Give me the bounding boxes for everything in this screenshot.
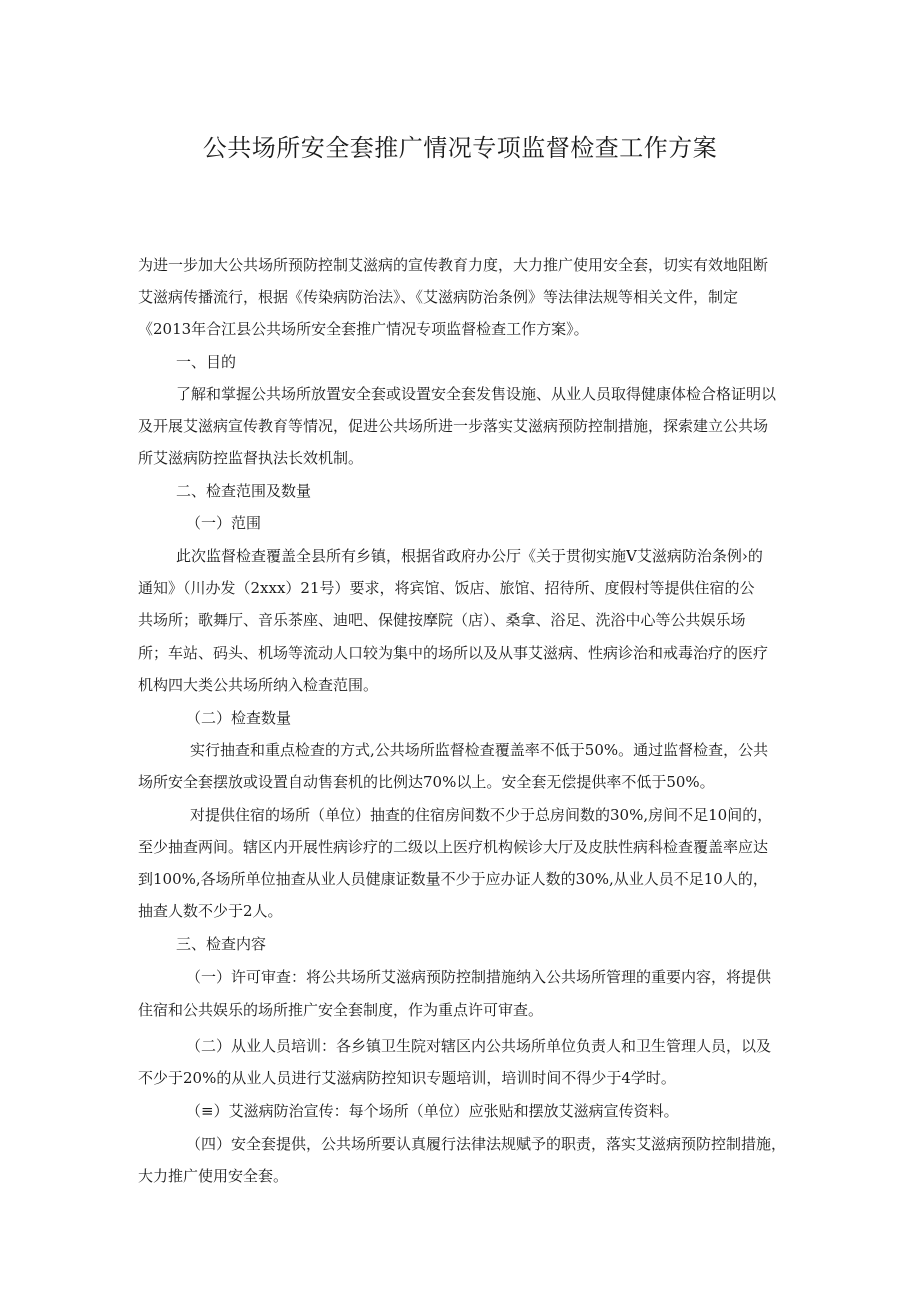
paragraph-line: 住宿和公共娱乐的场所推广安全套制度，作为重点许可审查。: [138, 1001, 544, 1019]
section-heading: 一、目的: [176, 353, 237, 371]
document-title: 公共场所安全套推广情况专项监督检查工作方案: [202, 134, 718, 162]
paragraph-line: 至少抽查两间。辖区内开展性病诊疗的二级以上医疗机构候诊大厅及皮肤性病科检查覆盖率应达: [138, 838, 769, 856]
paragraph-line: 不少于20%的从业人员进行艾滋病防控知识专题培训，培训时间不得少于4学时。: [138, 1069, 676, 1087]
paragraph-line: 对提供住宿的场所（单位）抽查的住宿房间数不少于总房间数的30%,房间不足10间的，: [190, 806, 773, 824]
paragraph-line: 机构四大类公共场所纳入检查范围。: [138, 676, 379, 694]
paragraph-line: 艾滋病传播流行，根据《传染病防治法》、《艾滋病防治条例》等法律法规等相关文件，制定: [138, 288, 739, 306]
section-heading: 三、检查内容: [176, 935, 267, 953]
paragraph-line: 此次监督检查覆盖全县所有乡镇，根据省政府办公厅《关于贯彻实施V艾滋病防治条例›的: [176, 547, 763, 565]
paragraph-line: 抽查人数不少于2人。: [138, 902, 283, 920]
paragraph-line: 大力推广使用安全套。: [138, 1167, 289, 1185]
paragraph-line: 为进一步加大公共场所预防控制艾滋病的宣传教育力度，大力推广使用安全套，切实有效地阻断: [138, 256, 769, 274]
paragraph-line: 到100%,各场所单位抽查从业人员健康证数量不少于应办证人数的30%,从业人员不足10人的，: [138, 870, 768, 888]
subsection-heading: （二）检查数量: [186, 709, 292, 727]
paragraph-line: 实行抽查和重点检查的方式,公共场所监督检查覆盖率不低于50%。通过监督检查，公共: [190, 741, 769, 759]
paragraph-line: 通知》（川办发（2xxx）21号）要求，将宾馆、饭店、旅馆、招待所、度假村等提供住宿的公: [138, 579, 755, 597]
subsection-heading: （一）范围: [186, 514, 262, 532]
paragraph-line: （一）许可审查：将公共场所艾滋病预防控制措施纳入公共场所管理的重要内容，将提供: [186, 968, 772, 986]
paragraph-line: 及开展艾滋病宣传教育等情况，促进公共场所进一步落实艾滋病预防控制措施，探索建立公共场: [138, 417, 769, 435]
paragraph-line: （二）从业人员培训：各乡镇卫生院对辖区内公共场所单位负责人和卫生管理人员，以及: [186, 1037, 772, 1055]
section-heading: 二、检查范围及数量: [176, 482, 312, 500]
paragraph-line: 所；车站、码头、机场等流动人口较为集中的场所以及从事艾滋病、性病诊治和戒毒治疗的医疗: [138, 644, 769, 662]
paragraph-line: 了解和掌握公共场所放置安全套或设置安全套发售设施、从业人员取得健康体检合格证明以: [176, 385, 777, 403]
paragraph-line: （四）安全套提供，公共场所要认真履行法律法规赋予的职责，落实艾滋病预防控制措施，: [186, 1135, 787, 1153]
paragraph-line: 所艾滋病防控监督执法长效机制。: [138, 449, 364, 467]
paragraph-line: 《2013年合江县公共场所安全套推广情况专项监督检查工作方案》。: [138, 320, 589, 338]
paragraph-line: 场所安全套摆放或设置自动售套机的比例达70%以上。安全套无偿提供率不低于50%。: [138, 773, 715, 791]
paragraph-line: （≡）艾滋病防治宣传：每个场所（单位）应张贴和摆放艾滋病宣传资料。: [186, 1102, 679, 1120]
paragraph-line: 共场所；歌舞厅、音乐茶座、迪吧、保健按摩院（店）、桑拿、浴足、洗浴中心等公共娱乐场: [138, 611, 746, 629]
